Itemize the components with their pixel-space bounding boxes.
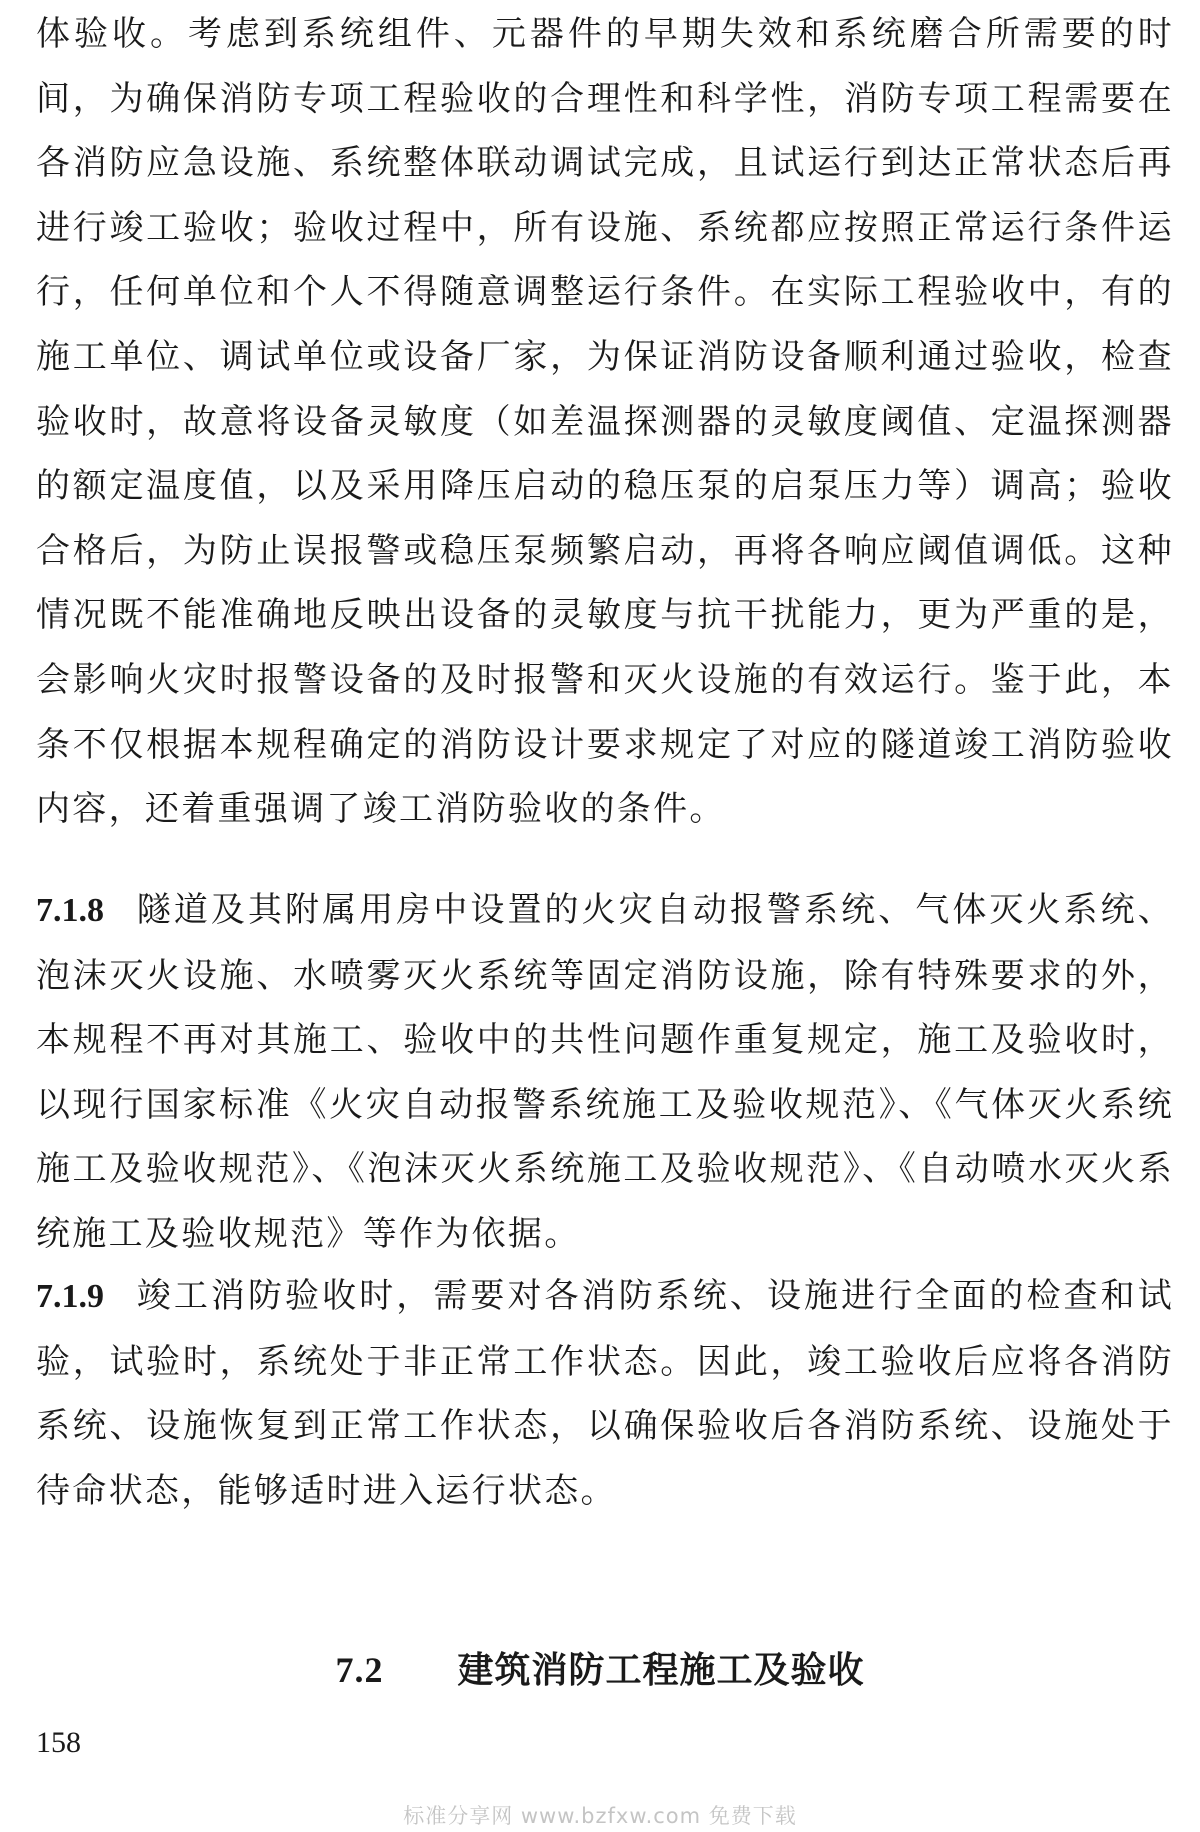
clause-number: 7.1.9 [36, 1278, 104, 1315]
clause-7-1-8 [36, 878, 1174, 1267]
paragraph-text: 体验收。考虑到系统组件、元器件的早期失效和系统磨合所需要的时间，为确保消防专项工程验收的合理性和科学性，消防专项工程需要在各消防应急设施、系统整体联动调试完成，且试运行到达正常状态后再进行竣工验收；验收过程中，所有设施、系统都应按照正常运行条件运行，任何单位和个人不得随意调整运行条件。在实际工程验收中，有的施工单位、调试单位或设备厂家，为保证消防设备顺利通过验收，检查验收时，故意将设备灵敏度（如差温探测器的灵敏度阈值、定温探测器的额定温度值，以及采用降压启动的稳压泵的启泵压力等）调高；验收合格后，为防止误报警或稳压泵频繁启动，再将各响应阈值调低。这种情况既不能准确地反映出设备的灵敏度与抗干扰能力，更为严重的是，会影响火灾时报警设备的及时报警和灭火设施的有效运行。鉴于此，本条不仅根据本规程确定的消防设计要求规定了对应的隧道竣工消防验收内容，还着重强调了竣工消防验收的条件。 [36, 14, 1174, 830]
section-number: 7.2 [335, 1650, 384, 1690]
clause-text: 隧道及其附属用房中设置的火灾自动报警系统、气体灭火系统、泡沫灭火设施、水喷雾灭火系统等固定消防设施，除有特殊要求的外，本规程不再对其施工、验收中的共性问题作重复规定，施工及验收时，以现行国家标准《火灾自动报警系统施工及验收规范》、《气体灭火系统施工及验收规范》、《泡沫灭火系统施工及验收规范》、《自动喷水灭火系统施工及验收规范》等作为依据。 [36, 890, 1174, 1254]
section-title: 建筑消防工程施工及验收 [457, 1650, 865, 1691]
clause-text: 竣工消防验收时，需要对各消防系统、设施进行全面的检查和试验，试验时，系统处于非正常工作状态。因此，竣工验收后应将各消防系统、设施恢复到正常工作状态，以确保验收后各消防系统、设施处于待命状态，能够适时进入运行状态。 [36, 1276, 1174, 1511]
paragraph-continuation [36, 2, 1174, 842]
clause-number: 7.1.8 [36, 892, 104, 929]
clause-7-1-9 [36, 1264, 1174, 1523]
section-heading [0, 1642, 1200, 1693]
watermark-text: 标准分享网 www.bzfxw.com 免费下载 [403, 1804, 797, 1828]
page-number: 158 [36, 1726, 81, 1759]
